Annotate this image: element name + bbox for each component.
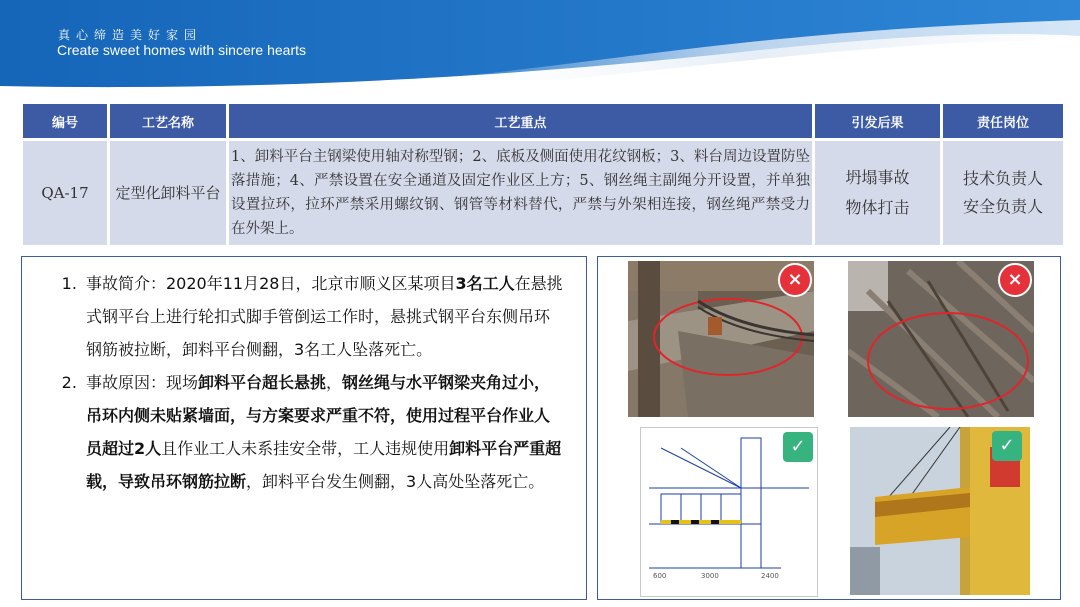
- table-row: [23, 141, 1063, 245]
- dim-600: 600: [653, 572, 667, 580]
- check-icon: ✓: [783, 432, 813, 462]
- slogan-chinese: 真心缔造美好家园: [58, 28, 203, 42]
- post-technical: 技术负责人: [962, 169, 1043, 188]
- summary-lead: 事故简介：2020年11月28日，北京市顺义区某项目: [86, 274, 456, 293]
- col-header-id: 编号: [23, 104, 107, 138]
- col-header-consequence: 引发后果: [815, 104, 940, 138]
- col-header-post: 责任岗位: [943, 104, 1063, 138]
- cause-lead: 事故原因：现场: [86, 373, 199, 392]
- post-safety: 安全负责人: [962, 197, 1043, 216]
- slogan-english: Create sweet homes with sincere hearts: [57, 42, 306, 58]
- summary-rest: 在悬挑式钢平台上进行轮扣式脚手管倒运工作时，悬挑式钢平台东侧吊环钢筋被拉断，卸料平台侧翻，3名工人坠落死亡。: [86, 274, 563, 359]
- accident-summary: [82, 267, 564, 366]
- good-photo: [850, 427, 1030, 595]
- cause-bold-3: 卸料平台严重超载，导致吊环钢筋拉断: [86, 439, 562, 491]
- wrong-icon: ×: [778, 263, 812, 297]
- cell-points: 1、卸料平台主钢梁使用轴对称型钢；2、底板及侧面使用花纹钢板；3、料台周边设置防坠落措施；4、严禁设置在安全通道及固定作业区上方；5、钢丝绳主副绳分开设置，并单独设置拉环，拉环严禁采用螺纹钢、钢管等材料替代，严禁与外架相连接，钢丝绳严禁受力在外架上。: [229, 141, 812, 245]
- cause-bold-2: 钢丝绳与水平钢梁夹角过小，吊环内侧未贴紧墙面，与方案要求严重不符，使用过程平台作业人员超过2人: [86, 373, 551, 458]
- process-table: [20, 101, 1066, 248]
- col-header-name: 工艺名称: [110, 104, 226, 138]
- cell-post: [943, 141, 1063, 245]
- cell-id: QA-17: [23, 141, 107, 245]
- cause-bold-1: 卸料平台超长悬挑: [198, 373, 327, 392]
- accident-text-box: [21, 256, 587, 600]
- cell-consequence: [815, 141, 940, 245]
- summary-bold: 3名工人: [455, 274, 515, 293]
- consequence-collapse: 坍塌事故: [845, 168, 910, 187]
- check-icon: ✓: [992, 431, 1022, 461]
- cause-text-1: ，: [326, 373, 343, 392]
- cell-name: 定型化卸料平台: [110, 141, 226, 245]
- table-header-row: [23, 104, 1063, 138]
- consequence-strike: 物体打击: [845, 198, 910, 217]
- image-panel: [597, 256, 1061, 600]
- cause-text-3: ，卸料平台发生侧翻，3人高处坠落死亡。: [246, 472, 545, 491]
- dim-3000: 3000: [701, 572, 719, 580]
- col-header-points: 工艺重点: [229, 104, 812, 138]
- good-drawing: [640, 427, 818, 597]
- cause-text-2: 且作业工人未系挂安全带，工人违规使用: [161, 439, 450, 458]
- header-banner: [0, 0, 1080, 100]
- bad-photo-2: [848, 261, 1034, 417]
- wrong-icon: ×: [998, 263, 1032, 297]
- accident-cause: [82, 366, 564, 498]
- bad-photo-1: [628, 261, 814, 417]
- dim-2400: 2400: [761, 572, 779, 580]
